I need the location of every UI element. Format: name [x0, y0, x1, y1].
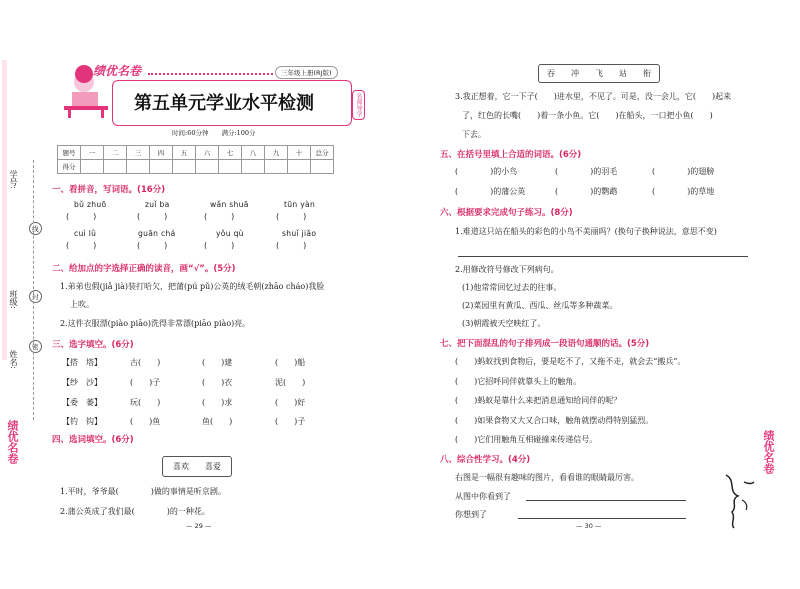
- question-text: (2)菜园里有黄瓜、西瓜、丝瓜等多种蔬菜。: [462, 301, 618, 310]
- pinyin: zuǐ ba: [145, 200, 170, 209]
- answer-line[interactable]: [458, 256, 748, 257]
- score-input[interactable]: [288, 160, 311, 174]
- answer-blank[interactable]: ( ): [66, 212, 97, 221]
- score-cell: 一: [81, 146, 104, 160]
- fill-blank[interactable]: ( )的鹦鹉: [555, 187, 618, 196]
- section-8-heading: 八、综合性学习。(4分): [440, 455, 531, 465]
- question-text: (1)他常常回忆过去的往事。: [462, 283, 562, 292]
- score-cell: 八: [242, 146, 265, 160]
- question-text: 了，红色的长嘴( )着一条小鱼。它( )在船头，一口把小鱼( ): [462, 111, 713, 120]
- score-cell: 五: [173, 146, 196, 160]
- class-label: 班级:: [9, 290, 18, 309]
- question-text: 1.平时，爷爷最( )做的事情是听京剧。: [60, 487, 226, 496]
- score-cell: 十: [288, 146, 311, 160]
- page-title: 第五单元学业水平检测: [134, 93, 314, 114]
- brand-logo: 绩优名卷: [93, 64, 142, 78]
- char-pair: 【纱 沙】: [62, 378, 102, 387]
- side-badge: 名师导学: [352, 90, 365, 120]
- pinyin: cuì lǜ: [74, 229, 97, 238]
- question-text: 2.用修改符号修改下列病句。: [455, 265, 559, 274]
- score-input[interactable]: [127, 160, 150, 174]
- answer-line[interactable]: [518, 518, 686, 519]
- answer-line[interactable]: [526, 500, 686, 501]
- score-cell: 九: [265, 146, 288, 160]
- fill-blank[interactable]: 玩( ): [130, 398, 161, 407]
- fill-blank[interactable]: ( )鱼: [130, 417, 161, 426]
- score-cell: 二: [104, 146, 127, 160]
- edition-tag: 三年级上册(RJ版): [275, 66, 338, 79]
- list-item: ( )它招呼同伴就靠头上的触角。: [455, 377, 582, 386]
- section-1-heading: 一、看拼音，写词语。(16分): [52, 185, 166, 195]
- pinyin: shuǐ jiǎo: [282, 229, 317, 238]
- fill-blank[interactable]: 鱼( ): [202, 417, 233, 426]
- list-item: ( )它们用触角互相碰撞来传递信号。: [455, 435, 598, 444]
- score-input[interactable]: [311, 160, 334, 174]
- question-text: 右图是一幅很有趣味的图片，看看谁的眼睛最厉害。: [455, 473, 639, 482]
- list-item: ( )蚂蚁是靠什么来把消息通知给同伴的呢？: [455, 396, 622, 405]
- question-text: 下去。: [462, 130, 486, 139]
- question-text: 1.弟弟也假(jiǎ jià)装打哈欠，把蒲(pú pǔ)公英的绒毛朝(zhāo cháo)我脸: [60, 282, 325, 291]
- brand-vertical-logo: 绩优名卷: [6, 420, 19, 464]
- question-text: 上吹。: [70, 300, 94, 309]
- fill-blank[interactable]: ( )子: [130, 378, 161, 387]
- section-5-heading: 五、在括号里填上合适的词语。(6分): [440, 150, 582, 160]
- question-text: 2.这件衣服漂(piào piāo)洗得非常漂(piāo piào)亮。: [60, 319, 251, 328]
- score-table-input-row: [58, 160, 334, 174]
- answer-blank[interactable]: ( ): [66, 241, 97, 250]
- pinyin: wǎn shuā: [210, 200, 249, 209]
- seal-close-mark: 密: [29, 340, 42, 353]
- score-input[interactable]: [173, 160, 196, 174]
- fill-blank[interactable]: 泥( ): [275, 378, 306, 387]
- score-table: [57, 145, 334, 174]
- score-input[interactable]: [242, 160, 265, 174]
- section-7-heading: 七、把下面混乱的句子排列成一段语句通顺的话。(5分): [440, 339, 650, 349]
- fill-blank[interactable]: ( )建: [202, 358, 233, 367]
- name-label: 姓名:: [9, 350, 18, 369]
- seal-line-mark: 线: [29, 222, 42, 235]
- char-pair: 【钓 钩】: [62, 417, 102, 426]
- word-choice-box: 吞 冲 飞 站 衔: [538, 64, 660, 83]
- score-input[interactable]: [150, 160, 173, 174]
- word-choice-box: 喜欢 喜爱: [162, 456, 232, 477]
- section-2-heading: 二、给加点的字选择正确的读音，画“√”。(5分): [52, 264, 236, 274]
- score-input[interactable]: [219, 160, 242, 174]
- answer-blank[interactable]: ( ): [276, 212, 307, 221]
- student-number-label: 学号:: [9, 170, 18, 189]
- answer-blank[interactable]: ( ): [204, 212, 235, 221]
- brand-vertical-logo: 绩优名卷: [762, 430, 775, 474]
- answer-blank[interactable]: ( ): [137, 212, 168, 221]
- fill-blank[interactable]: ( )的小鸟: [455, 167, 518, 176]
- fill-blank[interactable]: ( )的草地: [652, 187, 715, 196]
- header-dots: [148, 73, 273, 75]
- question-text: 1.难道这只站在船头的彩色的小鸟不美丽吗？(换句子换种说法，意思不变): [455, 227, 717, 236]
- time-score: 时间:60分钟 满分:100分: [172, 129, 256, 137]
- fill-blank[interactable]: ( )求: [202, 398, 233, 407]
- fill-blank[interactable]: ( )衣: [202, 378, 233, 387]
- score-cell: 题号: [58, 146, 81, 160]
- section-3-heading: 三、选字填空。(6分): [52, 340, 134, 350]
- page-number: — 30 —: [576, 522, 602, 530]
- score-cell: 总分: [311, 146, 334, 160]
- question-text: 你想到了: [455, 510, 487, 519]
- fill-blank[interactable]: ( )好: [275, 398, 306, 407]
- list-item: ( )蚂蚁找到食物后，要是吃不了，又拖不走，就会去“搬兵”。: [455, 357, 686, 366]
- question-text: 3.我正想着，它一下子( )进水里，不见了。可是，没一会儿，它( )起来: [455, 92, 732, 101]
- pinyin: bǔ zhuō: [74, 200, 107, 209]
- score-input[interactable]: [81, 160, 104, 174]
- section-4-heading: 四、选词填空。(6分): [52, 435, 134, 445]
- list-item: ( )如果食物又大又合口味，触角就摆动得特别猛烈。: [455, 416, 654, 425]
- answer-blank[interactable]: ( ): [204, 241, 235, 250]
- illusion-face-picture: [718, 470, 758, 530]
- question-text: (3)朝霞被天空映红了。: [462, 319, 546, 328]
- page-number: — 29 —: [186, 522, 212, 530]
- cut-line: [33, 160, 34, 420]
- score-cell: 得分: [58, 160, 81, 174]
- fill-blank[interactable]: ( )的翅膀: [652, 167, 715, 176]
- char-pair: 【搭 塔】: [62, 358, 102, 367]
- question-text: 2.蒲公英成了我们最( )的一种花。: [60, 507, 210, 516]
- seal-fold-mark: 封: [29, 290, 42, 303]
- fill-blank[interactable]: 古( ): [130, 358, 161, 367]
- score-cell: 七: [219, 146, 242, 160]
- answer-blank[interactable]: ( ): [137, 241, 168, 250]
- pinyin: tūn yàn: [284, 200, 316, 209]
- fill-blank[interactable]: ( )的蒲公英: [455, 187, 526, 196]
- score-cell: 六: [196, 146, 219, 160]
- score-table-header-row: [58, 146, 334, 160]
- fill-blank[interactable]: ( )船: [275, 358, 306, 367]
- score-input[interactable]: [196, 160, 219, 174]
- pinyin: guān chá: [138, 229, 176, 238]
- fill-blank[interactable]: ( )的羽毛: [555, 167, 618, 176]
- char-pair: 【委 萎】: [62, 398, 102, 407]
- section-6-heading: 六、根据要求完成句子练习。(8分): [440, 208, 573, 218]
- question-text: 从图中你看到了: [455, 492, 511, 501]
- pinyin: yǒu qù: [216, 229, 244, 238]
- score-input[interactable]: [265, 160, 288, 174]
- answer-blank[interactable]: ( ): [276, 241, 307, 250]
- score-cell: 三: [127, 146, 150, 160]
- score-input[interactable]: [104, 160, 127, 174]
- fill-blank[interactable]: ( )子: [275, 417, 306, 426]
- score-cell: 四: [150, 146, 173, 160]
